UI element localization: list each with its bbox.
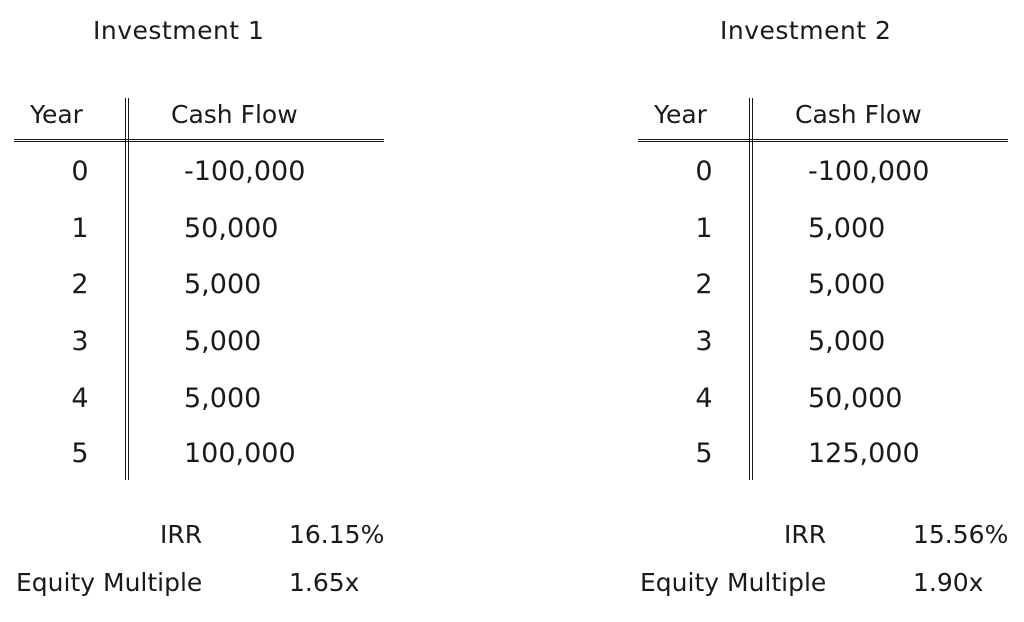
irr-label: IRR <box>784 520 827 549</box>
year-cell: 2 <box>71 269 89 300</box>
cash-flow-cell: -100,000 <box>808 156 930 187</box>
irr-value: 16.15% <box>289 520 385 549</box>
investment-1-panel <box>0 0 400 622</box>
equity-multiple-metric <box>0 568 400 604</box>
table-row <box>0 326 400 366</box>
year-column-header: Year <box>654 100 707 129</box>
table-row <box>624 326 1024 366</box>
header-divider <box>638 139 1008 142</box>
equity-multiple-value: 1.65x <box>289 568 360 597</box>
year-cell: 1 <box>71 213 89 244</box>
cash-flow-cell: 5,000 <box>808 269 886 300</box>
year-cell: 5 <box>71 438 89 469</box>
irr-metric <box>624 520 1024 556</box>
cash-flow-cell: 5,000 <box>184 326 262 357</box>
year-cell: 2 <box>695 269 713 300</box>
cash-flow-cell: 125,000 <box>808 438 920 469</box>
cash-flow-cell: -100,000 <box>184 156 306 187</box>
table-row <box>0 438 400 478</box>
table-row <box>0 269 400 309</box>
year-cell: 1 <box>695 213 713 244</box>
table-row <box>624 269 1024 309</box>
equity-multiple-value: 1.90x <box>913 568 984 597</box>
table-row <box>0 213 400 253</box>
cash-flow-cell: 5,000 <box>184 383 262 414</box>
cash-flow-column-header: Cash Flow <box>171 100 298 129</box>
cash-flow-column-header: Cash Flow <box>795 100 922 129</box>
table-row <box>624 383 1024 423</box>
irr-metric <box>0 520 400 556</box>
cash-flow-cell: 100,000 <box>184 438 296 469</box>
table-row <box>0 156 400 196</box>
investment-title: Investment 1 <box>93 16 265 45</box>
cash-flow-cell: 50,000 <box>808 383 903 414</box>
year-cell: 3 <box>695 326 713 357</box>
irr-value: 15.56% <box>913 520 1009 549</box>
year-column-header: Year <box>30 100 83 129</box>
equity-multiple-metric <box>624 568 1024 604</box>
cash-flow-cell: 5,000 <box>184 269 262 300</box>
equity-multiple-label: Equity Multiple <box>640 568 827 597</box>
year-cell: 4 <box>695 383 713 414</box>
year-cell: 5 <box>695 438 713 469</box>
table-row <box>0 383 400 423</box>
cash-flow-cell: 5,000 <box>808 213 886 244</box>
table-row <box>624 213 1024 253</box>
table-row <box>624 438 1024 478</box>
table-row <box>624 156 1024 196</box>
investment-title: Investment 2 <box>720 16 892 45</box>
header-divider <box>14 139 384 142</box>
cash-flow-cell: 50,000 <box>184 213 279 244</box>
year-cell: 4 <box>71 383 89 414</box>
year-cell: 3 <box>71 326 89 357</box>
irr-label: IRR <box>160 520 203 549</box>
equity-multiple-label: Equity Multiple <box>16 568 203 597</box>
cash-flow-cell: 5,000 <box>808 326 886 357</box>
investment-2-panel <box>624 0 1024 622</box>
year-cell: 0 <box>695 156 713 187</box>
year-cell: 0 <box>71 156 89 187</box>
